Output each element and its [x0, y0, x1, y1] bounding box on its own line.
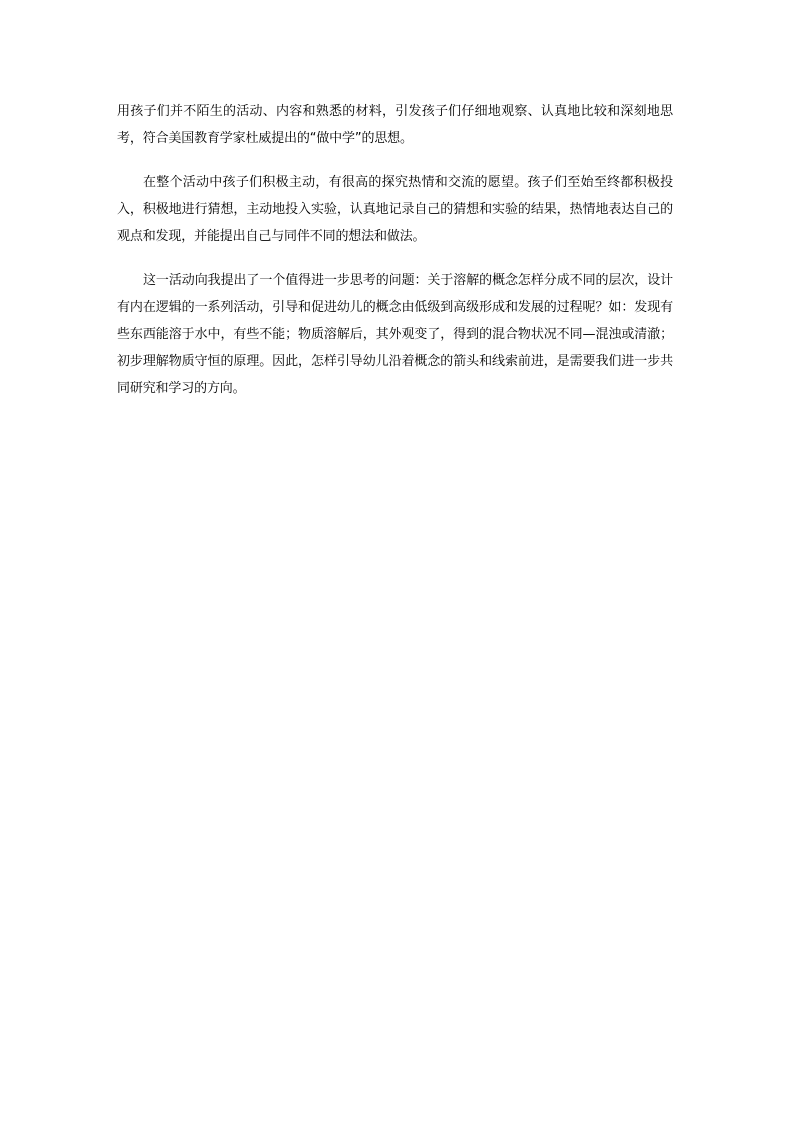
- paragraph-3: 这一活动向我提出了一个值得进一步思考的问题：关于溶解的概念怎样分成不同的层次，设计有内在逻辑的一系列活动，引导和促进幼儿的概念由低级到高级形成和发展的过程呢？如：发现有些东西能溶于水中，有些不能；物质溶解后，其外观变了，得到的混合物状况不同—混浊或清澈；初步理解物质守恒的原理。因此，怎样引导幼儿沿着概念的箭头和线索前进，是需要我们进一步共同研究和学习的方向。: [117, 273, 673, 396]
- paragraph-1: 用孩子们并不陌生的活动、内容和熟悉的材料，引发孩子们仔细地观察、认真地比较和深刻地思考，符合美国教育学家杜威提出的“做中学”的思想。: [117, 104, 673, 146]
- document-page: [117, 98, 673, 402]
- paragraph-2: 在整个活动中孩子们积极主动，有很高的探究热情和交流的愿望。孩子们至始至终都积极投入，积极地进行猜想，主动地投入实验，认真地记录自己的猜想和实验的结果，热情地表达自己的观点和发现，并能提出自己与同伴不同的想法和做法。: [117, 175, 673, 244]
